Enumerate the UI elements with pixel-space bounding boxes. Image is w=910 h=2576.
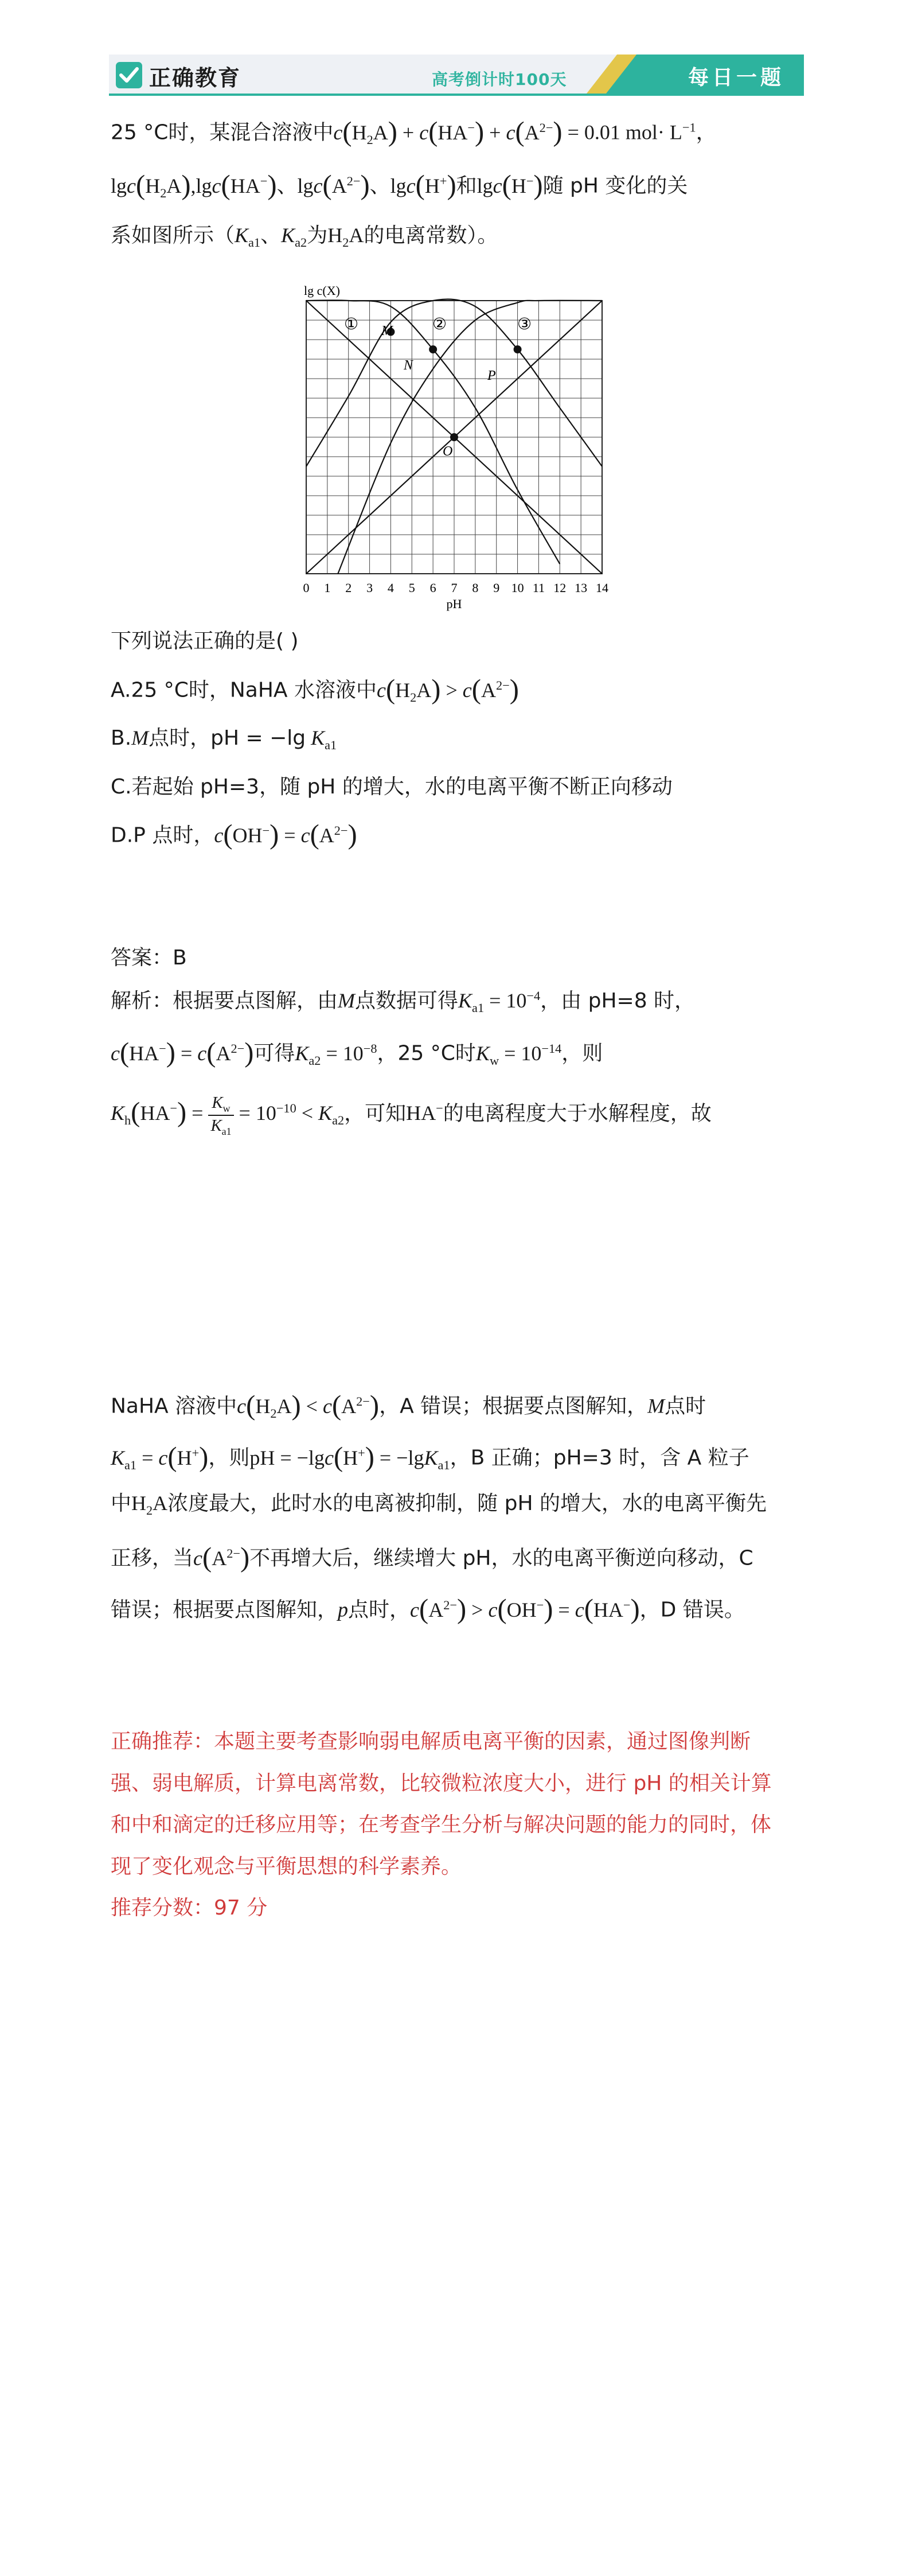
analysis2-l4-end: 不再增大后，继续增大 pH，水的电离平衡逆向移动，C [249, 1546, 753, 1570]
point-label-n: N [404, 358, 413, 373]
option-b-text: 点时，pH = −lg [149, 726, 306, 750]
header-banner [109, 55, 804, 96]
question-l1-end: = 0.01 mol· L [567, 120, 682, 144]
question-prompt: 下列说法正确的是( ) [111, 629, 299, 653]
x-tick-label: 6 [429, 581, 436, 595]
option-b-prefix: B. [111, 726, 132, 750]
analysis-l1-pre: 解析：根据要点图解，由 [111, 989, 338, 1013]
analysis2-l5-mid: 点时， [348, 1598, 411, 1622]
analysis2-line-2: $K_{a1} = c(H^+)$，则pH = −lgc(H+) = −lgK$_{a1}$，B 正确；pH=3 时，含 A 粒子 [111, 1441, 749, 1472]
analysis2-l1-pre: NaHA 溶液中 [111, 1394, 237, 1418]
analysis-l1-mid: 点数据可得 [355, 989, 459, 1013]
x-tick-label: 9 [493, 581, 500, 595]
question-line-1: 25 °C时，某混合溶液中$c(H_2A) + c(HA^-) + c(A^{2-}) = 0.01$ $mol\cdot L^{-1}$， [111, 116, 717, 147]
recommend-line-3: 和中和滴定的迁移应用等；在考查学生分析与解决问题的能力的同时，体 [111, 1813, 772, 1836]
x-tick-label: 14 [596, 581, 608, 595]
analysis-l2-mid2: ，25 °C时 [377, 1041, 476, 1065]
x-tick-label: 11 [532, 581, 545, 595]
chart-x-label: pH [446, 597, 462, 611]
analysis2-l1-end: 点时 [665, 1394, 706, 1418]
x-tick-label: 4 [387, 581, 394, 595]
analysis2-line-1: NaHA 溶液中$c(H_2A) < c(A^{2-})$，A 错误；根据要点图解知，M点时 [111, 1390, 706, 1421]
question-l2-and: 和 [456, 174, 477, 198]
countdown-text: 高考倒计时100天 [432, 70, 567, 89]
analysis-l3-tail: 的电离程度大于水解程度，故 [443, 1102, 712, 1126]
answer-label: 答案：B [111, 946, 187, 970]
analysis2-l3-pre: 中 [111, 1492, 132, 1515]
series-label-1: ① [344, 316, 359, 333]
chart-x-ticks [303, 581, 609, 595]
point-label-p: P [487, 368, 496, 383]
analysis-line-3: $K_h(HA^-)$ = $\frac{K_w}{K_{a1}}$ = $10^{-10} < K_{a2}$，可知HA−的电离程度大于水解程度，故 [111, 1094, 712, 1137]
point-n [429, 345, 437, 353]
analysis-line-1: 解析：根据要点图解，由M点数据可得$K_{a1} = 10^{-4}$，由 pH=8 时， [111, 989, 696, 1015]
analysis2-l5-end: ，D 错误。 [639, 1598, 745, 1622]
analysis2-l1-mid: ，A 错误；根据要点图解知， [379, 1394, 648, 1418]
x-tick-label: 12 [553, 581, 567, 595]
recommend-line-2: 强、弱电解质，计算电离常数，比较微粒浓度大小，进行 pH 的相关计算 [111, 1772, 772, 1795]
header-underline [109, 94, 804, 96]
analysis2-line-5: 错误；根据要点图解知，p点时，$c(A^{2-}) > c(OH^-) = c(HA^-)$，D 错误。 [111, 1593, 745, 1624]
analysis2-line-3: 中$H_2A$浓度最大，此时水的电离被抑制，随 pH 的增大，水的电离平衡先 [111, 1492, 767, 1518]
question-l1-text: 25 °C时，某混合溶液中 [111, 120, 334, 145]
analysis-line-2: $c(HA^-) = c(A^{2-})$可得$K_{a2} = 10^{-8}$，25 °C时$K_w = 10^{-14}$，则 [111, 1037, 603, 1068]
analysis2-l2-end: ，B 正确；pH=3 时，含 A 粒子 [450, 1446, 749, 1470]
analysis2-l2-mid: ，则 [208, 1446, 250, 1470]
logo-text: 正确教育 [149, 65, 241, 91]
x-tick-label: 0 [303, 581, 310, 595]
option-d[interactable]: D.P 点时，$c(OH^-) = c(A^{2-})$ [111, 819, 357, 850]
x-tick-label: 5 [408, 581, 415, 595]
recommend-score: 推荐分数：97 分 [111, 1896, 268, 1920]
point-label-o: O [443, 444, 453, 459]
chart-y-label: lg c(X) [304, 283, 340, 298]
x-tick-label: 8 [472, 581, 479, 595]
x-tick-label: 10 [511, 581, 524, 595]
analysis2-l3-end: 浓度最大，此时水的电离被抑制，随 pH 的增大，水的电离平衡先 [167, 1492, 767, 1515]
daily-question-title: 每日一题 [688, 66, 785, 90]
analysis-l2-mid: 可得 [253, 1041, 295, 1065]
check-icon [116, 62, 142, 88]
question-l3-tail: 的电离常数）。 [364, 224, 498, 247]
analysis2-l5-pre: 错误；根据要点图解知， [111, 1598, 338, 1622]
question-l3-pre: 系如图所示（ [111, 224, 235, 247]
option-d-text: D.P 点时， [111, 823, 214, 847]
question-l3-sep: 、 [260, 224, 282, 247]
analysis-l2-end: ，则 [561, 1041, 603, 1065]
analysis-l1-end: ，由 pH=8 时， [540, 989, 696, 1013]
question-line-3: 系如图所示（$K_{a1}$、$K_{a2}$为$H_2A$的电离常数）。 [111, 224, 498, 250]
recommend-line-1: 正确推荐：本题主要考查影响弱电解质电离平衡的因素，通过图像判断 [111, 1730, 751, 1753]
x-tick-label: 3 [366, 581, 373, 595]
analysis-l3-end: ，可知 [344, 1102, 407, 1126]
series-label-2: ② [432, 316, 447, 333]
x-tick-label: 13 [575, 581, 588, 595]
option-a-text: A.25 °C时，NaHA 水溶液中 [111, 678, 377, 702]
question-line-2: $\lg c(H_2A),\lg c(HA^-)$、$\lg c(A^{2-})$、lgc(H+)和lgc(H−)随 pH 变化的关 [111, 169, 688, 200]
option-c[interactable]: C.若起始 pH=3，随 pH 的增大，水的电离平衡不断正向移动 [111, 775, 673, 799]
question-l3-for: 为 [307, 224, 328, 247]
recommend-line-4: 现了变化观念与平衡思想的科学素养。 [111, 1855, 462, 1878]
x-tick-label: 2 [345, 581, 352, 595]
x-tick-label: 1 [324, 581, 331, 595]
lgc-ph-chart [292, 278, 614, 616]
option-b[interactable]: B.M点时，pH = −lg $K_{a1}$ [111, 726, 337, 753]
x-tick-label: 7 [451, 581, 458, 595]
analysis2-line-4: 正移，当$c(A^{2-})$不再增大后，继续增大 pH，水的电离平衡逆向移动，C [111, 1542, 753, 1573]
option-a[interactable]: A.25 °C时，NaHA 水溶液中$c(H_2A) > c(A^{2-})$ [111, 674, 519, 705]
point-label-m: M [381, 324, 393, 338]
analysis2-l4-pre: 正移，当 [111, 1546, 194, 1570]
point-o [450, 433, 458, 441]
series-label-3: ③ [517, 316, 532, 333]
point-p [514, 345, 522, 353]
